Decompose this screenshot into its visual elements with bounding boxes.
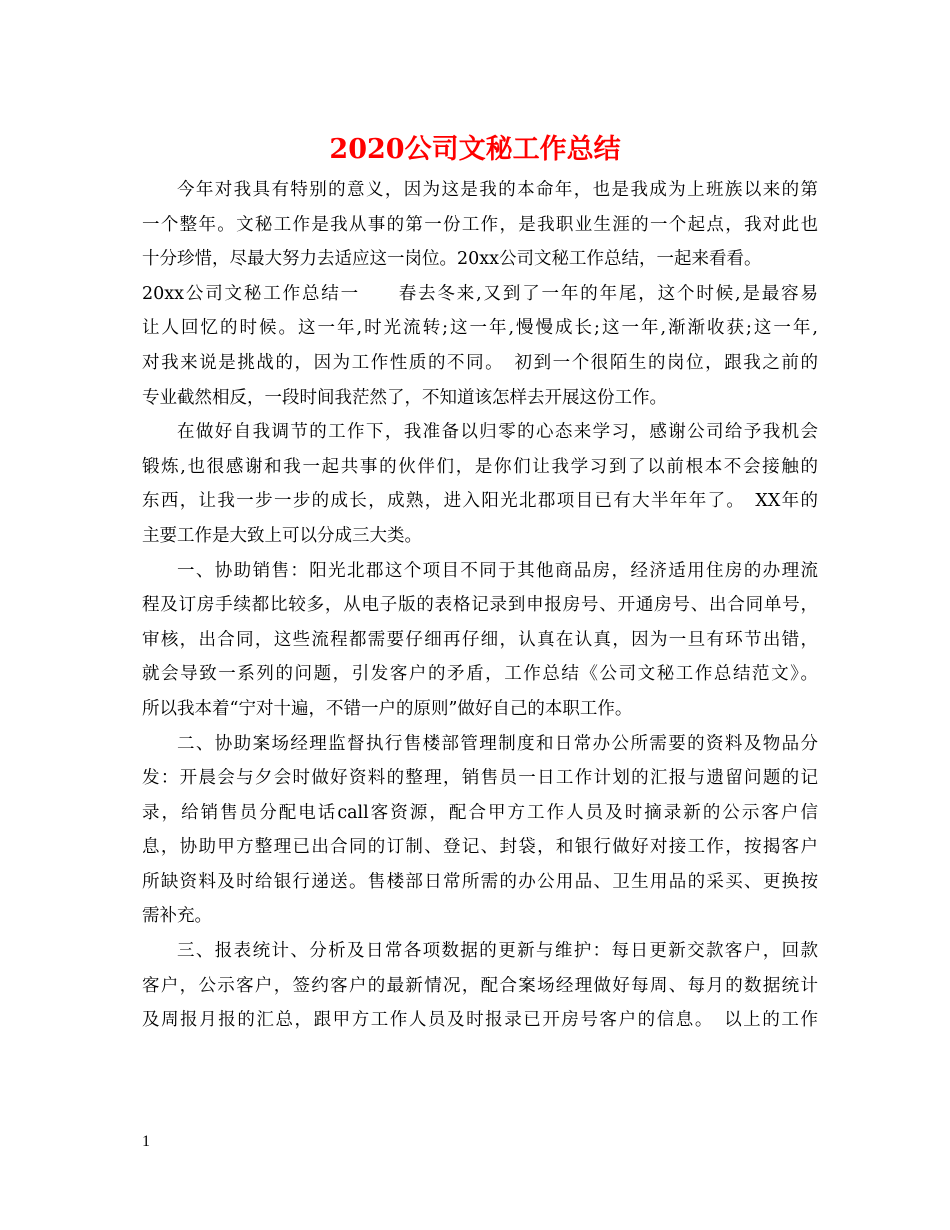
body-line: 所缺资料及时给银行递送。售楼部日常所需的办公用品、卫生用品的采买、更换按 <box>142 871 818 892</box>
body-line: 需补充。 <box>142 906 212 927</box>
body-line: 一、协助销售：阳光北郡这个项目不同于其他商品房，经济适用住房的办理流 <box>177 560 818 581</box>
body-line: 东西，让我一步一步的成长，成熟，进入阳光北郡项目已有大半年年了。 XX年的 <box>142 491 818 512</box>
body-line: 主要工作是大致上可以分成三大类。 <box>142 525 422 546</box>
body-line: 专业截然相反，一段时间我茫然了，不知道该怎样去开展这份工作。 <box>142 387 667 408</box>
body-line: 录，给销售员分配电话call客资源，配合甲方工作人员及时摘录新的公示客户信 <box>142 802 818 823</box>
body-line: 所以我本着“宁对十遍，不错一户的原则”做好自己的本职工作。 <box>142 698 633 719</box>
body-line: 程及订房手续都比较多，从电子版的表格记录到申报房号、开通房号、出合同单号， <box>142 595 818 616</box>
body-line: 就会导致一系列的问题，引发客户的矛盾，工作总结《公司文秘工作总结范文》。 <box>142 664 818 685</box>
body-line: 三、报表统计、分析及日常各项数据的更新与维护：每日更新交款客户，回款 <box>177 941 818 962</box>
body-line: 让人回忆的时候。这一年,时光流转;这一年,慢慢成长;这一年,渐渐收获;这一年, <box>142 318 818 339</box>
body-line: 息，协助甲方整理已出合同的订制、登记、封袋，和银行做好对接工作，按揭客户 <box>142 837 818 858</box>
page-number: 1 <box>142 1133 150 1150</box>
document-body <box>142 173 818 1038</box>
body-line: 十分珍惜，尽最大努力去适应这一岗位。20xx公司文秘工作总结，一起来看看。 <box>142 249 762 270</box>
body-line: 对我来说是挑战的，因为工作性质的不同。 初到一个很陌生的岗位，跟我之前的 <box>142 352 818 373</box>
body-line: 审核，出合同，这些流程都需要仔细再仔细，认真在认真，因为一旦有环节出错， <box>142 629 818 650</box>
document-title: 2020公司文秘工作总结 <box>329 134 621 165</box>
body-line: 二、协助案场经理监督执行售楼部管理制度和日常办公所需要的资料及物品分 <box>177 733 818 754</box>
body-line: 一个整年。文秘工作是我从事的第一份工作，是我职业生涯的一个起点，我对此也 <box>142 214 818 235</box>
body-line: 及周报月报的汇总，跟甲方工作人员及时报录已开房号客户的信息。 以上的工作 <box>142 1010 818 1031</box>
body-line: 今年对我具有特别的意义，因为这是我的本命年，也是我成为上班族以来的第 <box>177 180 818 200</box>
body-line: 20xx公司文秘工作总结一 春去冬来,又到了一年的年尾，这个时候,是最容易 <box>142 283 818 304</box>
body-line: 锻炼,也很感谢和我一起共事的伙伴们，是你们让我学习到了以前根本不会接触的 <box>142 456 818 477</box>
body-line: 在做好自我调节的工作下，我准备以归零的心态来学习，感谢公司给予我机会 <box>177 422 818 443</box>
body-line: 客户，公示客户，签约客户的最新情况，配合案场经理做好每周、每月的数据统计 <box>142 975 818 996</box>
body-line: 发：开晨会与夕会时做好资料的整理，销售员一日工作计划的汇报与遗留问题的记 <box>142 768 818 789</box>
